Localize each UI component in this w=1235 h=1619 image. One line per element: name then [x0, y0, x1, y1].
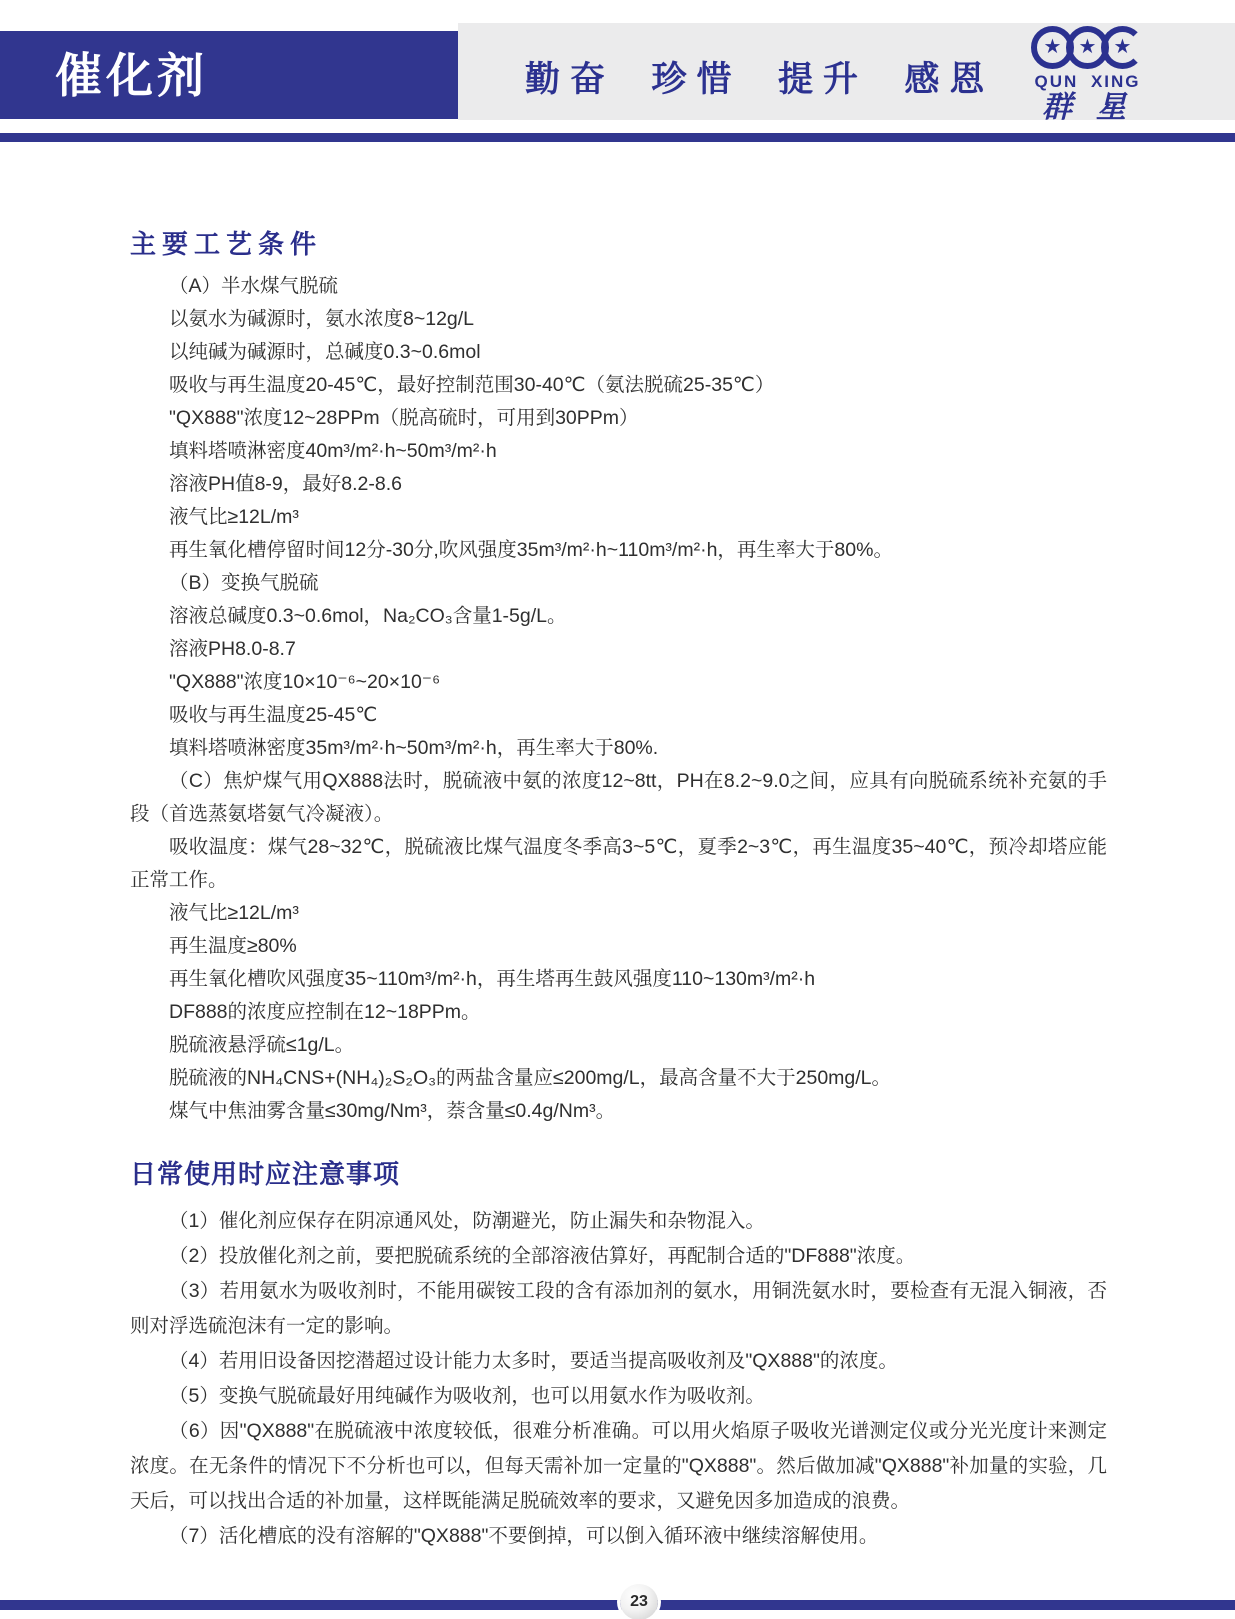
paragraph: 填料塔喷淋密度40m³/m²·h~50m³/m²·h: [169, 440, 497, 462]
paragraph: （C）焦炉煤气用QX888法时，脱硫液中氨的浓度12~8tt，PH在8.2~9.0之间，应具有向脱硫系统补充氨的手段（首选蒸氨塔氨气冷凝液）。: [130, 770, 1107, 825]
paragraph: 脱硫液的NH₄CNS+(NH₄)₂S₂O₃的两盐含量应≤200mg/L，最高含量不大于250mg/L。: [169, 1067, 892, 1089]
paragraph: （4）若用旧设备因挖潜超过设计能力太多时，要适当提高吸收剂及"QX888"的浓度。: [169, 1350, 898, 1372]
paragraph: （5）变换气脱硫最好用纯碱作为吸收剂，也可以用氨水作为吸收剂。: [169, 1385, 765, 1407]
company-logo: [1030, 26, 1150, 125]
logo-latin-name: QUN XING: [1034, 72, 1141, 91]
ring-icon: [1101, 26, 1144, 69]
header-divider-rule: [0, 133, 1235, 142]
page-title: 催化剂: [55, 48, 208, 102]
paragraph: （B）变换气脱硫: [169, 572, 319, 594]
paragraph: "QX888"浓度12~28PPm（脱高硫时，可用到30PPm）: [169, 407, 639, 429]
paragraph-list: [130, 1204, 1107, 1554]
paragraph: 煤气中焦油雾含量≤30mg/Nm³，萘含量≤0.4g/Nm³。: [169, 1100, 616, 1122]
paragraph: 吸收与再生温度20-45℃，最好控制范围30-40℃（氨法脱硫25-35℃）: [169, 374, 775, 396]
paragraph: （3）若用氨水为吸收剂时，不能用碳铵工段的含有添加剂的氨水，用铜洗氨水时，要检查有无混入铜液，否则对浮选硫泡沫有一定的影响。: [130, 1280, 1107, 1337]
paragraph: 溶液PH8.0-8.7: [169, 638, 296, 660]
page-number: 23: [630, 1593, 648, 1610]
paragraph: 再生温度≥80%: [169, 935, 297, 957]
star-icon: ★: [1078, 35, 1097, 58]
page-number-badge: [620, 1584, 658, 1619]
document-content: [130, 226, 1107, 1554]
paragraph: 溶液总碱度0.3~0.6mol，Na₂CO₃含量1-5g/L。: [169, 605, 567, 627]
section-usage-notes: [130, 1156, 1107, 1554]
logo-chinese-name: 群星: [1042, 90, 1150, 125]
slogan-word: 勤奋: [525, 59, 616, 100]
paragraph: DF888的浓度应控制在12~18PPm。: [169, 1001, 481, 1023]
paragraph: 溶液PH值8-9，最好8.2-8.6: [169, 473, 402, 495]
star-icon: ★: [1043, 35, 1062, 58]
paragraph: 再生氧化槽停留时间12分-30分,吹风强度35m³/m²·h~110m³/m²·h，再生率大于80%。: [169, 539, 893, 561]
star-icon: ★: [1113, 35, 1132, 58]
slogan-word: 珍惜: [651, 59, 742, 100]
slogan-word: 感恩: [904, 59, 995, 100]
paragraph: 填料塔喷淋密度35m³/m²·h~50m³/m²·h，再生率大于80%.: [169, 737, 659, 759]
section-heading: 主要工艺条件: [130, 229, 323, 259]
paragraph: 脱硫液悬浮硫≤1g/L。: [169, 1034, 355, 1056]
paragraph: 液气比≥12L/m³: [169, 902, 299, 924]
three-rings-stars-icon: [1030, 26, 1145, 69]
company-slogan: [525, 52, 994, 102]
paragraph: 再生氧化槽吹风强度35~110m³/m²·h，再生塔再生鼓风强度110~130m³/m²·h: [169, 968, 816, 990]
footer-rule: [0, 1600, 1235, 1610]
paragraph: 吸收温度：煤气28~32℃，脱硫液比煤气温度冬季高3~5℃，夏季2~3℃，再生温度35~40℃，预冷却塔应能正常工作。: [130, 836, 1107, 891]
section-heading: 日常使用时应注意事项: [130, 1159, 401, 1189]
paragraph: （1）催化剂应保存在阴凉通风处，防潮避光，防止漏失和杂物混入。: [169, 1210, 765, 1232]
section-process-conditions: [130, 226, 1107, 1128]
paragraph: （7）活化槽底的没有溶解的"QX888"不要倒掉，可以倒入循环液中继续溶解使用。: [169, 1525, 879, 1547]
slogan-word: 提升: [777, 59, 868, 100]
chapter-title-box: [0, 31, 458, 119]
paragraph: 以纯碱为碱源时，总碱度0.3~0.6mol: [169, 341, 481, 363]
paragraph-list: [130, 270, 1107, 1128]
paragraph: 吸收与再生温度25-45℃: [169, 704, 378, 726]
paragraph: （6）因"QX888"在脱硫液中浓度较低，很难分析准确。可以用火焰原子吸收光谱测定仪或分光光度计来测定浓度。在无条件的情况下不分析也可以，但每天需补加一定量的"QX888"。然后做加减"QX888"补加量的实验，几天后，可以找出合适的补加量，这样既能满足脱硫效率的要求，又避免因多加造成的浪费。: [130, 1420, 1107, 1512]
paragraph: "QX888"浓度10×10⁻⁶~20×10⁻⁶: [169, 671, 441, 693]
paragraph: 以氨水为碱源时，氨水浓度8~12g/L: [169, 308, 475, 330]
paragraph: （2）投放催化剂之前，要把脱硫系统的全部溶液估算好，再配制合适的"DF888"浓度。: [169, 1245, 916, 1267]
paragraph: （A）半水煤气脱硫: [169, 275, 339, 297]
paragraph: 液气比≥12L/m³: [169, 506, 299, 528]
